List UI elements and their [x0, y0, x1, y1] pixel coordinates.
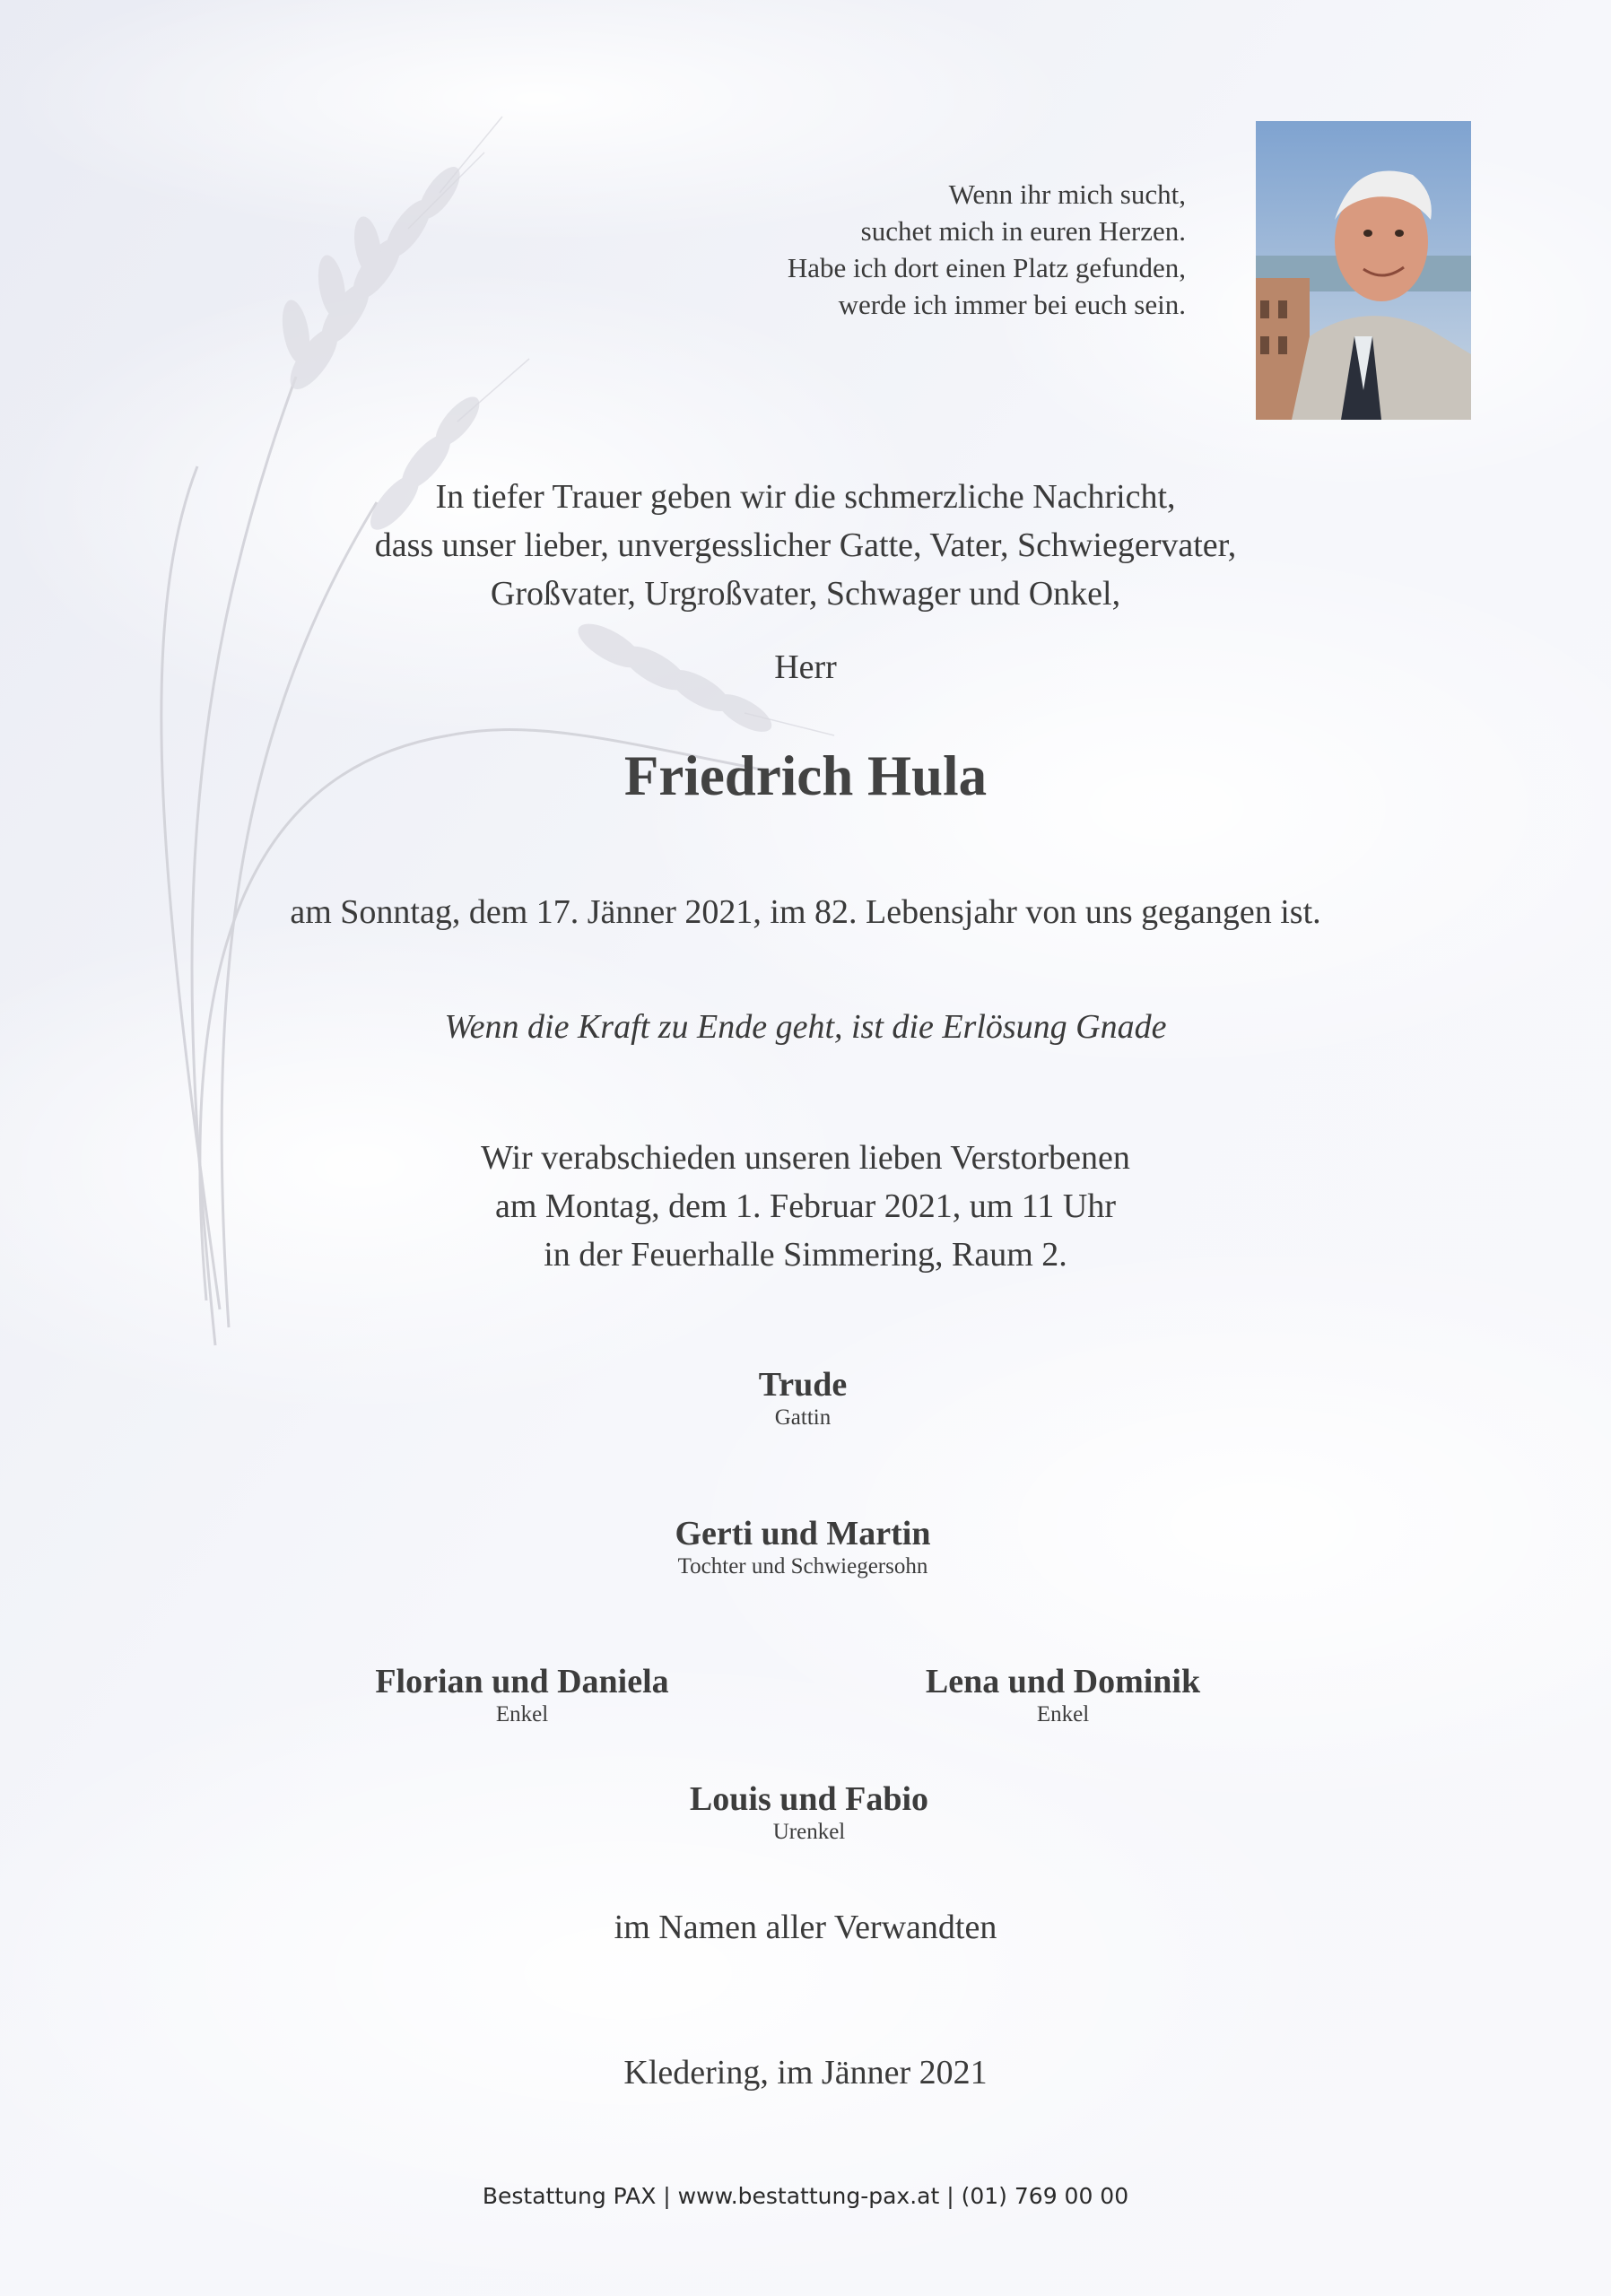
announcement-line: dass unser lieber, unvergesslicher Gatte, Vater, Schwiegervater,	[374, 526, 1237, 564]
death-date-line: am Sonntag, dem 17. Jänner 2021, im 82. Lebensjahr von uns gegangen ist.	[290, 893, 1321, 931]
poem-line: Habe ich dort einen Platz gefunden,	[787, 252, 1186, 283]
ceremony-line: am Montag, dem 1. Februar 2021, um 11 Uhr	[495, 1187, 1116, 1225]
family-name: Trude	[758, 1366, 848, 1404]
family-role: Tochter und Schwiegersohn	[677, 1554, 928, 1578]
family-member-gerti	[579, 1514, 1027, 1580]
relatives-note: im Namen aller Verwandten	[614, 1909, 997, 1946]
family-role: Gattin	[774, 1405, 832, 1430]
family-role: Enkel	[495, 1702, 549, 1726]
memorial-poem	[628, 176, 1186, 323]
family-name: Gerti und Martin	[675, 1515, 931, 1552]
poem-line: werde ich immer bei euch sein.	[838, 289, 1186, 320]
family-member-trude	[623, 1365, 982, 1431]
memorial-quote: Wenn die Kraft zu Ende geht, ist die Erlösung Gnade	[444, 1008, 1167, 1046]
ceremony-details	[0, 1134, 1611, 1279]
ceremony-line: Wir verabschieden unseren lieben Verstorbenen	[481, 1139, 1130, 1177]
announcement-line: In tiefer Trauer geben wir die schmerzliche Nachricht,	[435, 478, 1176, 516]
announcement-line: Großvater, Urgroßvater, Schwager und Onkel,	[490, 575, 1121, 613]
salutation: Herr	[774, 648, 837, 686]
family-member-lena	[879, 1662, 1247, 1728]
deceased-name: Friedrich Hula	[623, 744, 988, 807]
funeral-home-footer: Bestattung PAX | www.bestattung-pax.at | (01) 769 00 00	[482, 2183, 1129, 2209]
family-name: Florian und Daniela	[375, 1663, 669, 1700]
family-name: Louis und Fabio	[689, 1780, 929, 1818]
place-date: Kledering, im Jänner 2021	[623, 2054, 988, 2092]
announcement-text	[0, 473, 1611, 618]
family-member-florian	[343, 1662, 701, 1728]
family-role: Enkel	[1036, 1702, 1090, 1726]
portrait-photo	[1256, 121, 1471, 420]
family-name: Lena und Dominik	[925, 1663, 1201, 1700]
ceremony-line: in der Feuerhalle Simmering, Raum 2.	[544, 1236, 1067, 1274]
poem-line: Wenn ihr mich sucht,	[948, 178, 1186, 210]
family-member-louis	[630, 1779, 988, 1846]
poem-line: suchet mich in euren Herzen.	[860, 215, 1186, 247]
family-role: Urenkel	[772, 1820, 846, 1844]
